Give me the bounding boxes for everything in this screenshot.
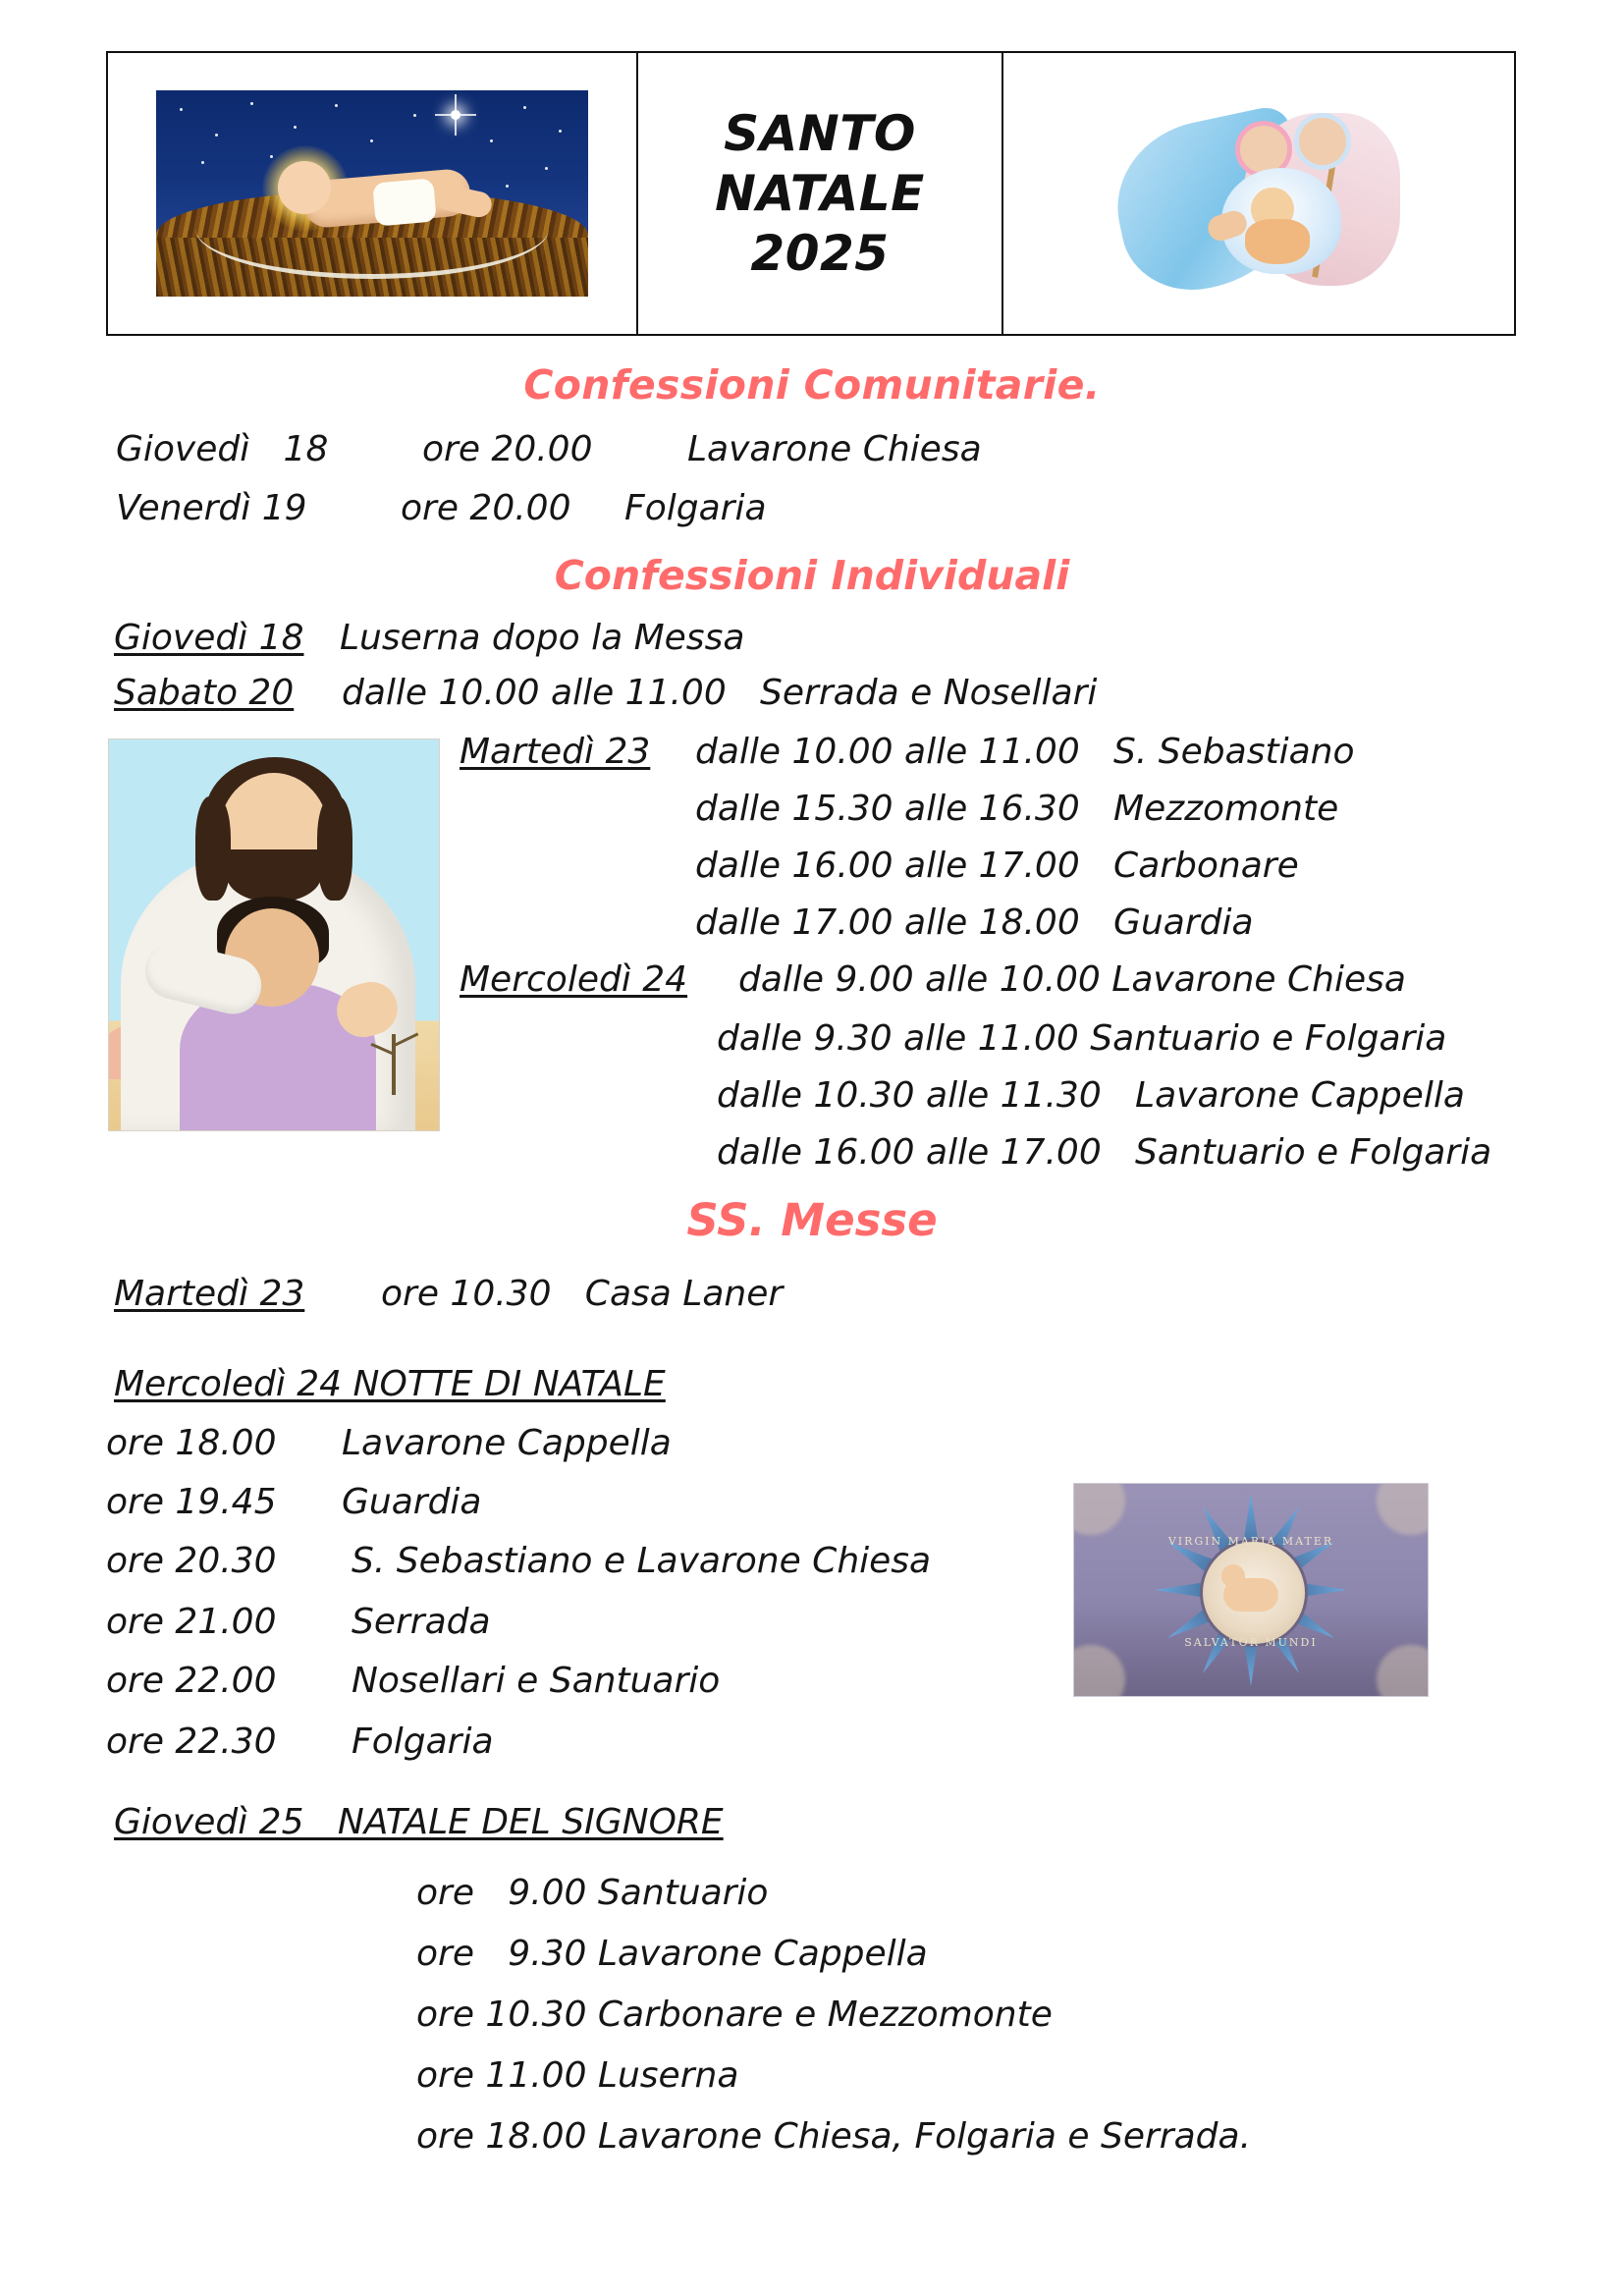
conf-ind-row-7-text: dalle 9.30 alle 11.00 Santuario e Folgaria <box>717 1018 1447 1059</box>
conf-ind-row-1-text: dalle 10.00 alle 11.00 Serrada e Nosellari <box>342 673 1098 713</box>
messe-martedi-text: ore 10.30 Casa Laner <box>381 1274 784 1314</box>
conf-ind-row-0-text: Luserna dopo la Messa <box>340 618 745 658</box>
messe-merc-row-0-place: Lavarone Cappella <box>342 1423 672 1463</box>
messe-martedi-day: Martedì 23 <box>114 1274 305 1314</box>
messe-merc-row-0-time: ore 18.00 <box>106 1423 277 1463</box>
messe-giov-row-4: ore 18.00 Lavarone Chiesa, Folgaria e Serrada. <box>416 2116 1252 2157</box>
conf-com-row-1-place: Folgaria <box>624 488 767 528</box>
conf-ind-row-4-text: dalle 16.00 alle 17.00 Carbonare <box>695 846 1299 886</box>
conf-ind-row-1-day: Sabato 20 <box>114 673 295 713</box>
conf-ind-row-3-text: dalle 15.30 alle 16.30 Mezzomonte <box>695 789 1339 829</box>
conf-ind-row-2-day: Martedì 23 <box>460 732 651 772</box>
messe-merc-row-4-place: Nosellari e Santuario <box>352 1661 721 1701</box>
page-title <box>715 104 925 284</box>
messe-merc-row-3-time: ore 21.00 <box>106 1602 277 1642</box>
conf-ind-row-6-text: dalle 9.00 alle 10.00 Lavarone Chiesa <box>738 959 1406 1000</box>
rose-window-nativity-image <box>1073 1483 1429 1697</box>
messe-giov-row-1: ore 9.30 Lavarone Cappella <box>416 1934 928 1974</box>
conf-com-row-0-place: Lavarone Chiesa <box>687 429 982 469</box>
messe-giov-row-2: ore 10.30 Carbonare e Mezzomonte <box>416 1995 1053 2035</box>
title-line-2: NATALE <box>715 164 925 222</box>
messe-merc-row-5-place: Folgaria <box>352 1722 494 1762</box>
conf-ind-row-2-text: dalle 10.00 alle 11.00 S. Sebastiano <box>695 732 1355 772</box>
messe-merc-row-3-place: Serrada <box>352 1602 491 1642</box>
conf-ind-row-5-text: dalle 17.00 alle 18.00 Guardia <box>695 902 1254 943</box>
star-of-bethlehem-icon <box>451 110 460 120</box>
messe-merc-row-1-time: ore 19.45 <box>106 1482 277 1522</box>
messe-giov-row-0: ore 9.00 Santuario <box>416 1873 769 1913</box>
messe-merc-row-1-place: Guardia <box>342 1482 482 1522</box>
title-line-3: 2025 <box>750 224 890 282</box>
header-title-cell <box>638 53 1003 334</box>
jesus-embracing-person-image <box>108 738 440 1131</box>
conf-ind-row-0-day: Giovedì 18 <box>114 618 304 658</box>
header-table <box>106 51 1516 336</box>
messe-giovedi-title: Giovedì 25 NATALE DEL SIGNORE <box>114 1802 724 1842</box>
messe-merc-row-4-time: ore 22.00 <box>106 1661 277 1701</box>
messe-mercoledi-title: Mercoledì 24 NOTTE DI NATALE <box>114 1364 666 1404</box>
messe-giov-row-3: ore 11.00 Luserna <box>416 2055 739 2096</box>
conf-ind-row-9-text: dalle 16.00 alle 17.00 Santuario e Folgaria <box>717 1132 1492 1173</box>
rose-window-text-top: VIRGIN MARIA MATER <box>1167 1535 1334 1548</box>
nativity-baby-jesus-image <box>156 90 588 297</box>
rose-window-text-bottom: SALVATOR MUNDI <box>1184 1636 1318 1649</box>
header-left-cell <box>108 53 638 334</box>
messe-merc-row-2-place: S. Sebastiano e Lavarone Chiesa <box>352 1541 932 1581</box>
messe-merc-row-5-time: ore 22.30 <box>106 1722 277 1762</box>
heading-confessioni-comunitarie: Confessioni Comunitarie. <box>523 361 1101 409</box>
header-right-cell <box>1003 53 1514 334</box>
conf-com-row-0-day: Giovedì 18 <box>116 429 329 469</box>
conf-com-row-0-time: ore 20.00 <box>422 429 593 469</box>
conf-com-row-1-day: Venerdì 19 <box>116 488 307 528</box>
conf-com-row-1-time: ore 20.00 <box>401 488 571 528</box>
conf-ind-row-8-text: dalle 10.30 alle 11.30 Lavarone Cappella <box>717 1075 1465 1116</box>
heading-confessioni-individuali: Confessioni Individuali <box>554 552 1070 599</box>
title-line-1: SANTO <box>724 104 916 162</box>
heading-ss-messe: SS. Messe <box>686 1194 938 1246</box>
messe-merc-row-2-time: ore 20.30 <box>106 1541 277 1581</box>
holy-family-icon-image <box>1111 95 1406 292</box>
conf-ind-row-6-day: Mercoledì 24 <box>460 959 688 1000</box>
